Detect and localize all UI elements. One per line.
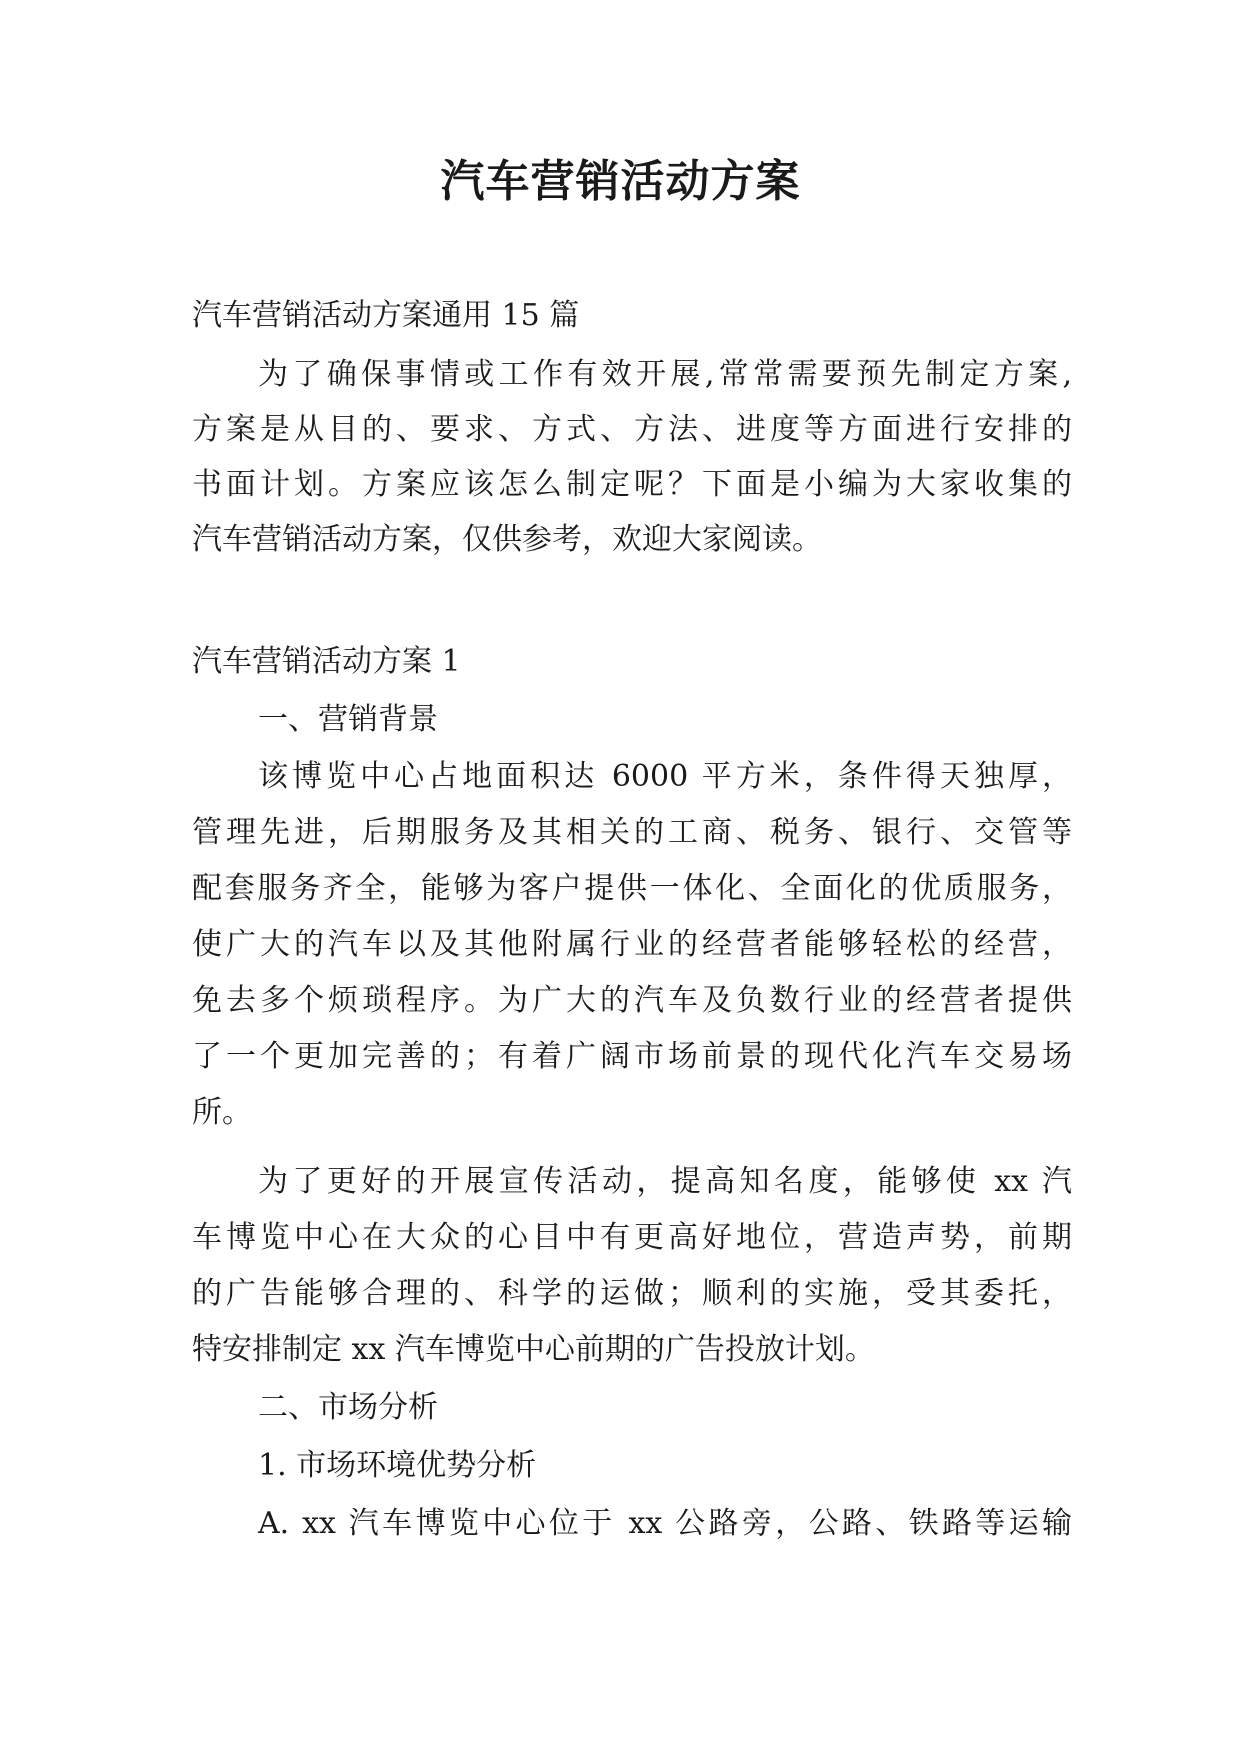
background-line-2: 管理先进，后期服务及其相关的工商、税务、银行、交管等 xyxy=(192,815,1072,850)
promotion-line-1: 为了更好的开展宣传活动，提高知名度，能够使 xx 汽 xyxy=(258,1164,1072,1199)
intro-line-2: 方案是从目的、要求、方式、方法、进度等方面进行安排的 xyxy=(192,412,1072,447)
promotion-line-3: 的广告能够合理的、科学的运做；顺利的实施，受其委托， xyxy=(192,1276,1072,1311)
intro-line-1: 为了确保事情或工作有效开展,常常需要预先制定方案, xyxy=(258,357,1072,392)
intro-line-4: 汽车营销活动方案，仅供参考，欢迎大家阅读。 xyxy=(192,522,822,557)
background-line-6: 了一个更加完善的；有着广阔市场前景的现代化汽车交易场 xyxy=(192,1039,1072,1074)
section-heading-1: 汽车营销活动方案 1 xyxy=(192,644,461,679)
intro-line-3: 书面计划。方案应该怎么制定呢？下面是小编为大家收集的 xyxy=(192,467,1072,502)
document-title: 汽车营销活动方案 xyxy=(440,156,801,207)
analysis-line-1: A. xx 汽车博览中心位于 xx 公路旁，公路、铁路等运输 xyxy=(258,1506,1072,1541)
promotion-line-2: 车博览中心在大众的心目中有更高好地位，营造声势，前期 xyxy=(192,1220,1072,1255)
background-line-7: 所。 xyxy=(192,1095,252,1130)
background-line-5: 免去多个烦琐程序。为广大的汽车及负数行业的经营者提供 xyxy=(192,983,1072,1018)
background-line-1: 该博览中心占地面积达 6000 平方米，条件得天独厚， xyxy=(258,759,1072,794)
subtitle-line: 汽车营销活动方案通用 15 篇 xyxy=(192,298,580,333)
background-line-3: 配套服务齐全，能够为客户提供一体化、全面化的优质服务， xyxy=(192,871,1072,906)
heading-market-analysis: 二、市场分析 xyxy=(258,1390,438,1425)
heading-marketing-background: 一、营销背景 xyxy=(258,702,438,737)
heading-market-environment: 1. 市场环境优势分析 xyxy=(258,1448,537,1483)
promotion-line-4: 特安排制定 xx 汽车博览中心前期的广告投放计划。 xyxy=(192,1332,875,1367)
background-line-4: 使广大的汽车以及其他附属行业的经营者能够轻松的经营， xyxy=(192,927,1072,962)
